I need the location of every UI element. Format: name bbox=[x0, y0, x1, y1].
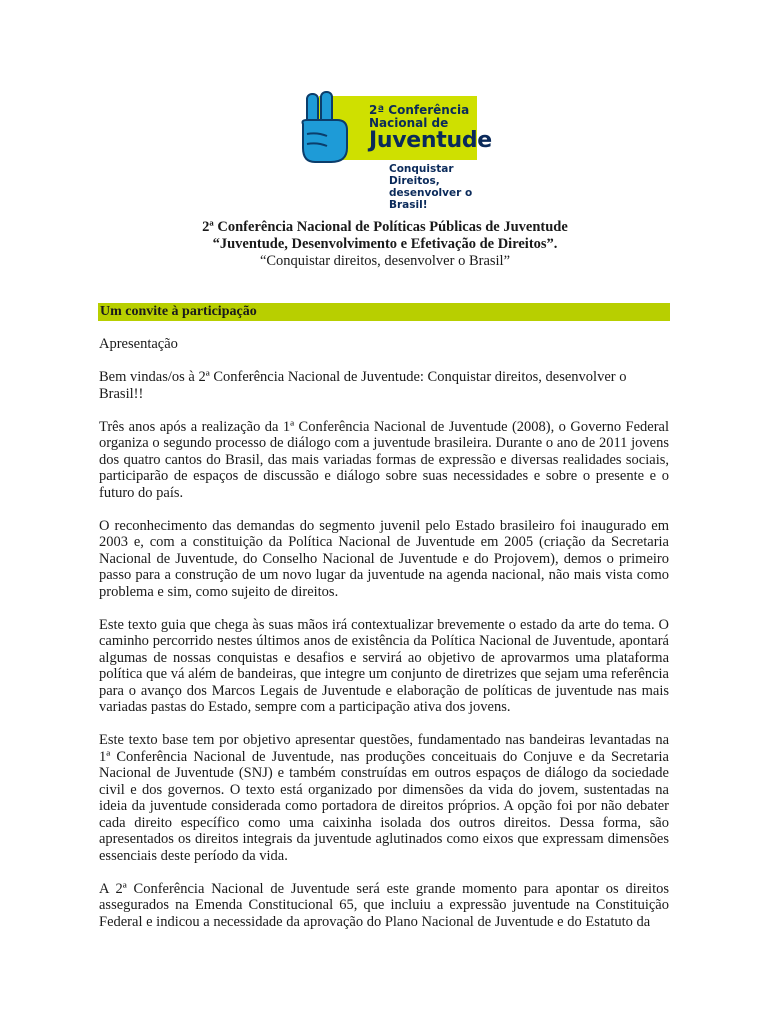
document-body bbox=[99, 336, 669, 947]
paragraph-welcome: Bem vindas/os à 2ª Conferência Nacional de Juventude: Conquistar direitos, desenvolver o Brasil!! bbox=[99, 369, 627, 402]
paragraph: Este texto guia que chega às suas mãos irá contextualizar brevemente o estado da arte do tema. O caminho percorrido nestes últimos anos de existência da Política Nacional de Juventude, apontará algumas de nossas conquistas e desafios e servirá ao objetivo de aprovarmos uma plataforma política que vá além de bandeiras, que integre um conjunto de diretrizes que sejam uma referência para o avanço dos Marcos Legais de Juventude e elaboração de políticas de juventude nas mais variadas pastas do Estado, sempre com a participação ativa dos jovens. bbox=[99, 616, 669, 715]
title-line-3: “Conquistar direitos, desenvolver o Brasil” bbox=[259, 253, 511, 269]
conference-logo bbox=[297, 90, 492, 212]
logo-slogan-line-2: desenvolver o Brasil! bbox=[389, 187, 473, 212]
paragraph: Este texto base tem por objetivo apresentar questões, fundamentado nas bandeiras levantadas na 1ª Conferência Nacional de Juventude, nas produções conceituais do Conjuve e da Secretaria Nacional de Juventude (SNJ) e também construídas em outros espaços de diálogo da sociedade civil e dos governos. O texto está organizado por dimensões da vida do jovem, sustentadas na ideia da juventude considerada como portadora de direitos próprios. A opção foi por não debater cada direito específico como uma caixinha isolada dos outros direitos. Dessa forma, são apresentados os direitos integrais da juventude aglutinados como eixos que expressam dimensões essenciais deste período da vida. bbox=[99, 732, 669, 864]
logo-wordmark bbox=[369, 104, 492, 152]
section-heading: Um convite à participação bbox=[98, 303, 670, 321]
logo-line-1: 2ª Conferência bbox=[369, 103, 470, 117]
title-line-2: “Juventude, Desenvolvimento e Efetivação de Direitos”. bbox=[212, 236, 558, 252]
logo-slogan bbox=[389, 163, 481, 211]
logo-line-3: Juventude bbox=[369, 128, 492, 154]
logo-slogan-line-1: Conquistar Direitos, bbox=[389, 163, 454, 188]
document-title bbox=[100, 219, 670, 270]
paragraph: O reconhecimento das demandas do segmento juvenil pelo Estado brasileiro foi inaugurado em 2003 e, com a constituição da Política Nacional de Juventude em 2005 (criação da Secretaria Nacional de Juventude, do Conselho Nacional de Juventude e do Projovem), demos o primeiro passo para a construção de um novo lugar da juventude na agenda nacional, não mais vista como problema e sim, como sujeito de direitos. bbox=[99, 517, 669, 600]
title-line-1: 2ª Conferência Nacional de Políticas Públicas de Juventude bbox=[202, 219, 568, 235]
logo-line-2: Nacional de bbox=[369, 115, 449, 130]
paragraph: Três anos após a realização da 1ª Conferência Nacional de Juventude (2008), o Governo Federal organiza o segundo processo de diálogo com a juventude brasileira. Durante o ano de 2011 jovens dos quatro cantos do Brasil, das mais variadas formas de expressão e diversas realidades sociais, participarão de espaços de discussão e diálogo sobre suas necessidades e sobre o presente e o futuro do país. bbox=[99, 418, 669, 501]
peace-hand-icon bbox=[297, 90, 353, 170]
paragraph: A 2ª Conferência Nacional de Juventude será este grande momento para apontar os direitos assegurados na Emenda Constitucional 65, que incluiu a expressão juventude na Constituição Federal e indicou a necessidade da aprovação do Plano Nacional de Juventude e do Estatuto da bbox=[99, 880, 669, 930]
paragraph-apresentacao: Apresentação bbox=[99, 336, 178, 352]
